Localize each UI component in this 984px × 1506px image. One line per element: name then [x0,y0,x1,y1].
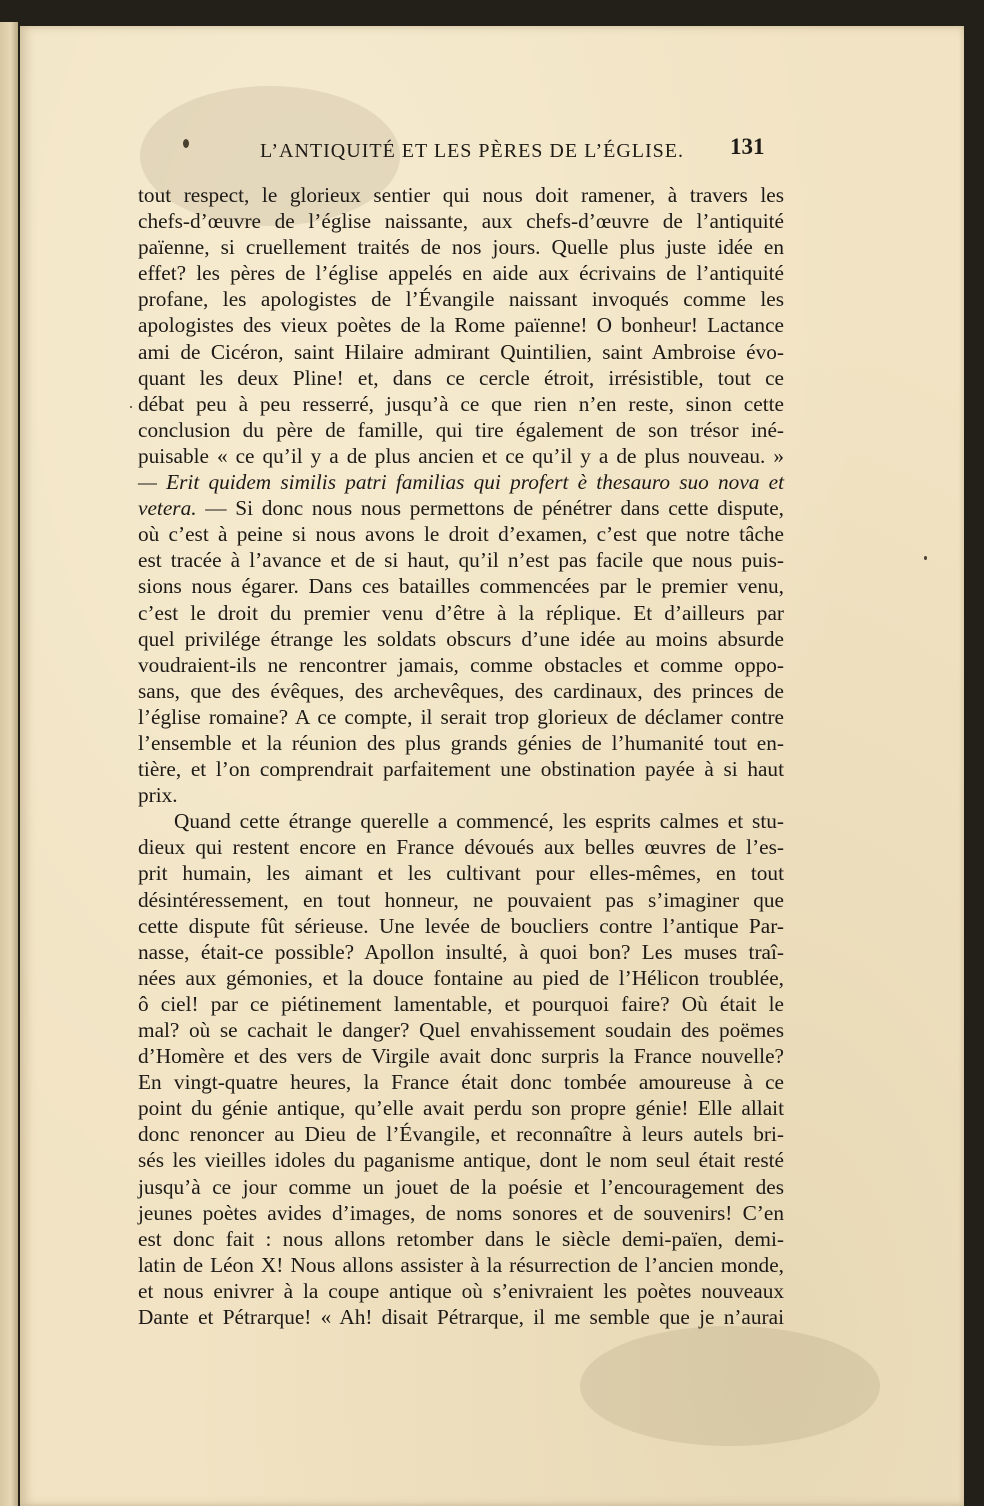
paper-stain [580,1326,880,1446]
latin-quote: — Erit quidem similis patri familias qui profert è thesauro suo nova et [138,470,784,495]
text-line: nées aux gémonies, et la douce fontaine au pied de l’Hélicon troublée, [138,965,784,990]
text-line: nasse, était-ce possible? Apollon insulté, à quoi bon? Les muses traî- [138,939,784,964]
ink-speck [924,556,927,560]
text-line: désintéressement, en tout honneur, ne pouvaient pas s’imaginer que [138,887,784,912]
text-line: dieux qui restent encore en France dévoués aux belles œuvres de l’es- [138,835,784,860]
text-line: où c’est à peine si nous avons le droit d’examen, c’est que notre tâche [138,522,784,547]
text-line: En vingt-quatre heures, la France était donc tombée amoureuse à ce [138,1070,784,1095]
text-line: Dante et Pétrarque! « Ah! disait Pétrarque, il me semble que je n’aurai [138,1305,784,1330]
page-number: 131 [730,134,765,159]
text-line: prit humain, les aimant et les cultivant pour elles-mêmes, en tout [138,861,784,886]
running-header [140,130,780,170]
ink-speck [130,406,132,408]
text-line: cette dispute fût sérieuse. Une levée de boucliers contre l’antique Par- [138,913,784,938]
text-line: jusqu’à ce jour comme un jouet de la poésie et l’encouragement des [138,1174,784,1199]
text-line: ami de Cicéron, saint Hilaire admirant Quintilien, saint Ambroise évo- [138,339,784,364]
text-line: sés les vieilles idoles du paganisme antique, dont le nom seul était resté [138,1148,784,1173]
body-text [138,182,784,1330]
text-line: effet? les pères de l’église appelés en aide aux écrivains de l’antiquité [138,261,784,286]
text-line: tout respect, le glorieux sentier qui nous doit ramener, à travers les [138,183,784,207]
text-line: point du génie antique, qu’elle avait perdu son propre génie! Elle allait [138,1096,784,1121]
text-line: latin de Léon X! Nous allons assister à la résurrection de l’ancien monde, [138,1252,784,1277]
text-line [138,495,784,521]
text-line: c’est le droit du premier venu d’être à la réplique. Et d’ailleurs par [138,600,784,625]
text-line: sions nous égarer. Dans ces batailles commencées par le premier venu, [138,574,784,599]
text-line: voudraient-ils ne rencontrer jamais, comme obstacles et comme oppo- [138,652,784,677]
text-line: puisable « ce qu’il y a de plus ancien et ce qu’il y a de plus nouveau. » [138,443,784,468]
running-title: L’ANTIQUITÉ ET LES PÈRES DE L’ÉGLISE. [260,140,685,162]
text-fragment: — Si donc nous nous permettons de pénétrer dans cette dispute, [196,496,784,521]
text-line: quel privilége étrange les soldats obscurs d’une idée au moins absurde [138,626,784,651]
text-line: est donc fait : nous allons retomber dans le siècle demi-païen, demi- [138,1226,784,1251]
text-line: païenne, si cruellement traités de nos jours. Quelle plus juste idée en [138,235,784,260]
text-line: l’église romaine? A ce compte, il serait trop glorieux de déclamer contre [138,704,784,729]
latin-quote-end: vetera. [138,496,197,521]
text-line: apologistes des vieux poètes de la Rome païenne! O bonheur! Lactance [138,313,784,338]
text-line: prix. [138,783,178,808]
text-line: donc renoncer au Dieu de l’Évangile, et reconnaître à leurs autels bri- [138,1122,784,1147]
text-line: mal? où se cachait le danger? Quel envahissement soudain des poëmes [138,1018,784,1042]
text-line: et nous enivrer à la coupe antique où s’enivraient les poètes nouveaux [138,1278,784,1303]
text-line: est tracée à l’avance et de si haut, qu’il n’est pas facile que nous puis- [138,548,784,573]
latin-quote-line [138,469,784,495]
text-line: ô ciel! par ce piétinement lamentable, et pourquoi faire? Où était le [138,991,784,1016]
text-line: d’Homère et des vers de Virgile avait donc surpris la France nouvelle? [138,1044,784,1069]
text-line: jeunes poètes avides d’images, de noms sonores et de souvenirs! C’en [138,1200,784,1225]
previous-page-edge [0,22,18,1506]
text-line: tière, et l’on comprendrait parfaitement une obstination payée à si haut [138,757,784,782]
text-line: quant les deux Pline! et, dans ce cercle étroit, irrésistible, tout ce [138,365,784,390]
text-line: sans, que des évêques, des archevêques, des cardinaux, des princes de [138,678,784,703]
paragraph-first-line: Quand cette étrange querelle a commencé, les esprits calmes et stu- [174,809,784,834]
text-line: débat peu à peu resserré, jusqu’à ce que rien n’en reste, sinon cette [138,391,784,416]
text-line: conclusion du père de famille, qui tire également de son trésor iné- [138,417,784,442]
text-line: chefs-d’œuvre de l’église naissante, aux chefs-d’œuvre de l’antiquité [138,209,784,234]
text-line: l’ensemble et la réunion des plus grands génies de l’humanité tout en- [138,730,784,755]
text-line: profane, les apologistes de l’Évangile naissant invoqués comme les [138,287,784,312]
